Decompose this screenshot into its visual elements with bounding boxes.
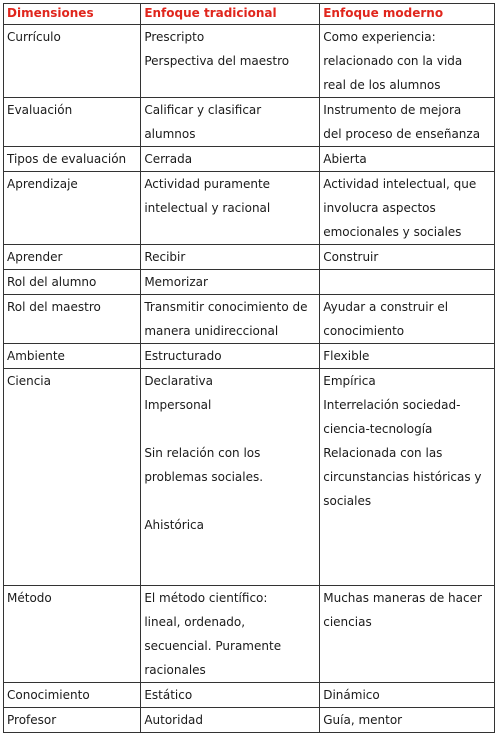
table-row — [4, 172, 495, 245]
cell-tradicional — [141, 708, 320, 733]
table-row — [4, 683, 495, 708]
cell-line: Currículo — [7, 30, 61, 44]
cell-moderno — [320, 369, 495, 586]
cell-line: Instrumento de mejora — [323, 103, 462, 117]
cell-moderno — [320, 344, 495, 369]
header-enfoque-tradicional: Enfoque tradicional — [141, 4, 320, 25]
cell-line: Rol del maestro — [7, 300, 101, 314]
table-row — [4, 586, 495, 683]
table-row — [4, 708, 495, 733]
cell-tradicional — [141, 295, 320, 344]
cell-line: secuencial. Puramente — [144, 639, 282, 653]
table-row — [4, 369, 495, 586]
cell-moderno — [320, 245, 495, 270]
cell-moderno — [320, 270, 495, 295]
cell-line: Conocimiento — [7, 688, 90, 702]
cell-line: Sin relación con los — [144, 446, 261, 460]
cell-line: manera unidireccional — [144, 324, 279, 338]
cell-line: Impersonal — [144, 398, 212, 412]
cell-moderno — [320, 172, 495, 245]
cell-line: Como experiencia: — [323, 30, 436, 44]
cell-dimension — [4, 708, 141, 733]
cell-line: Construir — [323, 250, 379, 264]
cell-line: El método científico: — [144, 591, 268, 605]
cell-line: Actividad puramente — [144, 177, 271, 191]
cell-line: Abierta — [323, 152, 367, 166]
cell-line: Declarativa — [144, 374, 214, 388]
cell-line: Empírica — [323, 374, 376, 388]
cell-line: relacionado con la vida — [323, 54, 463, 68]
cell-line: Ambiente — [7, 349, 65, 363]
cell-line — [144, 489, 316, 513]
cell-tradicional — [141, 147, 320, 172]
cell-line — [144, 417, 316, 441]
table-row — [4, 25, 495, 98]
cell-line: emocionales y sociales — [323, 225, 462, 239]
cell-tradicional — [141, 683, 320, 708]
cell-tradicional — [141, 245, 320, 270]
cell-line: involucra aspectos — [323, 201, 436, 215]
cell-line: Calificar y clasificar — [144, 103, 262, 117]
cell-line: Autoridad — [144, 713, 204, 727]
cell-line: Estructurado — [144, 349, 222, 363]
cell-dimension — [4, 172, 141, 245]
cell-line: Aprender — [7, 250, 63, 264]
cell-line: Ciencia — [7, 374, 51, 388]
cell-line: Tipos de evaluación — [7, 152, 127, 166]
cell-line: Prescripto — [144, 30, 205, 44]
cell-moderno — [320, 586, 495, 683]
cell-line: Flexible — [323, 349, 370, 363]
table-row — [4, 245, 495, 270]
header-row — [4, 4, 495, 25]
cell-line: Memorizar — [144, 275, 208, 289]
cell-line: problemas sociales. — [144, 470, 264, 484]
cell-line: Dinámico — [323, 688, 380, 702]
header-enfoque-moderno: Enfoque moderno — [320, 4, 495, 25]
cell-line: ciencias — [323, 615, 372, 629]
cell-moderno — [320, 25, 495, 98]
cell-line: del proceso de enseñanza — [323, 127, 481, 141]
cell-line: Rol del alumno — [7, 275, 97, 289]
cell-line: Cerrada — [144, 152, 193, 166]
cell-moderno — [320, 683, 495, 708]
cell-line — [144, 561, 316, 585]
table-row — [4, 147, 495, 172]
cell-tradicional — [141, 25, 320, 98]
table-row — [4, 98, 495, 147]
cell-line: conocimiento — [323, 324, 405, 338]
cell-moderno — [320, 295, 495, 344]
cell-line: Perspectiva del maestro — [144, 54, 290, 68]
cell-moderno — [320, 708, 495, 733]
cell-line: Relacionada con las — [323, 446, 443, 460]
cell-line: circunstancias históricas y — [323, 470, 482, 484]
cell-line — [144, 537, 316, 561]
cell-tradicional — [141, 98, 320, 147]
cell-dimension — [4, 295, 141, 344]
cell-line — [323, 270, 491, 294]
cell-line: alumnos — [144, 127, 196, 141]
cell-tradicional — [141, 172, 320, 245]
cell-line: racionales — [144, 663, 206, 677]
cell-line: sociales — [323, 494, 372, 508]
table-row — [4, 270, 495, 295]
cell-moderno — [320, 98, 495, 147]
cell-line: Guía, mentor — [323, 713, 403, 727]
cell-tradicional — [141, 270, 320, 295]
cell-line: Actividad intelectual, que — [323, 177, 477, 191]
cell-line: Transmitir conocimiento de — [144, 300, 308, 314]
cell-line: intelectual y racional — [144, 201, 271, 215]
cell-tradicional — [141, 369, 320, 586]
cell-line: Ayudar a construir el — [323, 300, 449, 314]
cell-tradicional — [141, 344, 320, 369]
cell-line: Evaluación — [7, 103, 73, 117]
cell-dimension — [4, 683, 141, 708]
cell-line: Ahistórica — [144, 518, 204, 532]
cell-line: lineal, ordenado, — [144, 615, 246, 629]
table-body — [4, 25, 495, 733]
cell-line: ciencia-tecnología — [323, 422, 433, 436]
cell-dimension — [4, 369, 141, 586]
cell-line: Estático — [144, 688, 193, 702]
cell-moderno — [320, 147, 495, 172]
cell-line: Muchas maneras de hacer — [323, 591, 482, 605]
cell-line: Interrelación sociedad- — [323, 398, 461, 412]
cell-line: Recibir — [144, 250, 186, 264]
cell-dimension — [4, 586, 141, 683]
cell-dimension — [4, 98, 141, 147]
comparison-table — [3, 3, 495, 733]
cell-dimension — [4, 344, 141, 369]
cell-dimension — [4, 25, 141, 98]
cell-tradicional — [141, 586, 320, 683]
cell-line: real de los alumnos — [323, 78, 441, 92]
cell-dimension — [4, 147, 141, 172]
table-row — [4, 295, 495, 344]
cell-line: Profesor — [7, 713, 57, 727]
header-dimensiones: Dimensiones — [4, 4, 141, 25]
cell-dimension — [4, 245, 141, 270]
cell-line: Método — [7, 591, 52, 605]
cell-line: Aprendizaje — [7, 177, 78, 191]
table-row — [4, 344, 495, 369]
cell-dimension — [4, 270, 141, 295]
